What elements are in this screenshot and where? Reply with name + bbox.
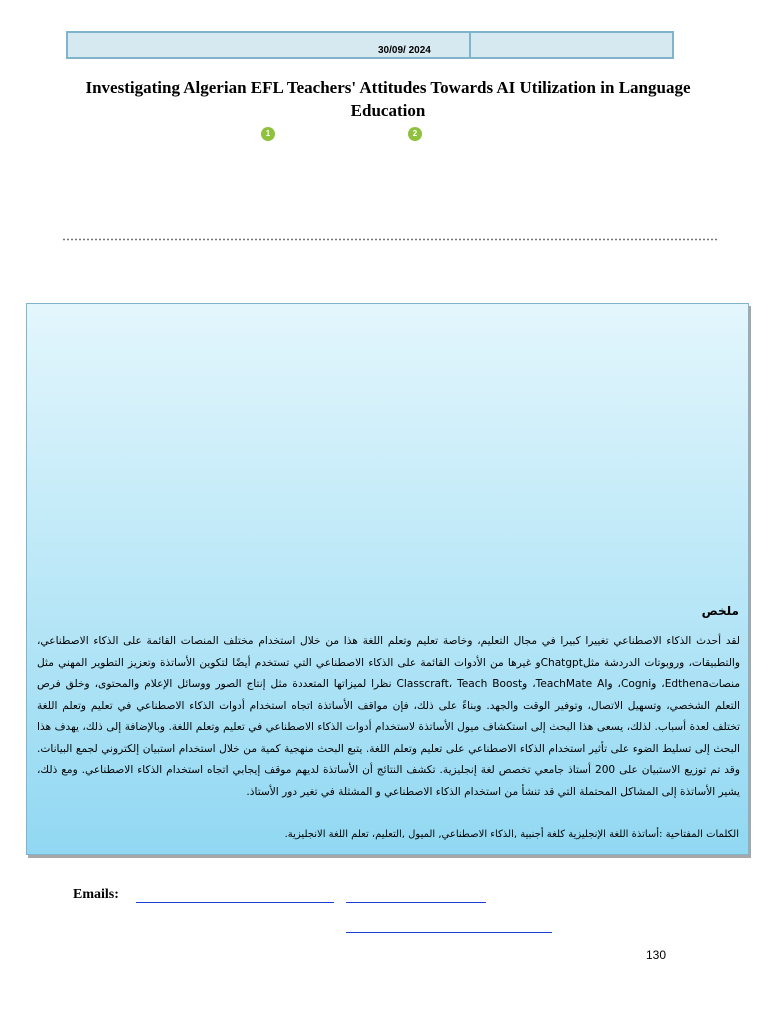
emails-label: Emails: (73, 887, 119, 902)
journal-header-bar (66, 31, 674, 59)
header-divider (469, 33, 471, 57)
email-link-2[interactable] (346, 902, 486, 903)
email-link-3[interactable] (346, 932, 552, 933)
paper-title: Investigating Algerian EFL Teachers' Attitudes Towards AI Utilization in Language Education (85, 78, 691, 120)
dotted-separator (62, 237, 718, 242)
page-number: 130 (646, 948, 667, 962)
abstract-body: لقد أحدث الذكاء الاصطناعي تغييرا كبيرا في مجال التعليم، وخاصة تعليم وتعلم اللغة هذا من خلال استخدام مختلف المنصات القائمة على الذكاء الاصطناعي، والتطبيقات، وروبوتات الدردشة مثلChatgptو غيرها من الأدوات القائمة على الذكاء الاصطناعي التي تستخدم أيضًا لتكوين الأساتذة وتعزيز التطوير المهني مثل منصاتEdthena، وCogni، وTeachMate AI، وClasscraft، Teach Boost نظرا لميزاتها المتعددة مثل إنتاج الصور ووسائل الإعلام والمحتوى، وخلق فرص التعلم الشخصي، وتسهيل الاتصال، وتوفير الوقت والجهد. وبناءً على ذلك، فإن مواقف الأساتذة اتجاه استخدام أدوات الذكاء الاصطناعي في تعليم وتعلم اللغة تختلف لعدة أسباب. لذلك، يسعى هذا البحث إلى استكشاف ميول الأساتذة لاستخدام أدوات الذكاء الاصطناعي في تعليم وتعلم اللغة. وبالإضافة إلى ذلك، يهدف هذا البحث إلى تسليط الضوء على تأثير استخدام الذكاء الاصطناعي على تعليم وتعلم اللغة. يتبع البحث منهجية كمية من خلال استخدام استبيان إلكتروني لجمع البيانات. وقد تم توزيع الاستبيان على 200 أستاذ جامعي تخصص لغة إنجليزية. تكشف النتائج أن الأساتذة لديهم موقف إيجابي اتجاه استخدام الذكاء الاصطناعي. ومع ذلك، يشير الأساتذة إلى المشاكل المحتملة التي قد تنشأ من استخدام الذكاء الاصطناعي و المشثلة في تغير دور الأستاذ. (37, 635, 741, 798)
abstract-box (26, 303, 749, 855)
author-affiliation-badge-1: 1 (261, 127, 275, 141)
header-date: 30/09/ 2024 (378, 45, 431, 56)
abstract-keywords: الكلمات المفتاحية :أساتذة اللغة الإنجليزية كلغة أجنبية ,الذكاء الاصطناعي, الميول ,التعليم، تعلم اللغة الانجليزية. (284, 829, 739, 840)
author-affiliation-badge-2: 2 (408, 127, 422, 141)
abstract-heading: ملخص (701, 604, 739, 618)
email-link-1[interactable] (136, 902, 334, 903)
